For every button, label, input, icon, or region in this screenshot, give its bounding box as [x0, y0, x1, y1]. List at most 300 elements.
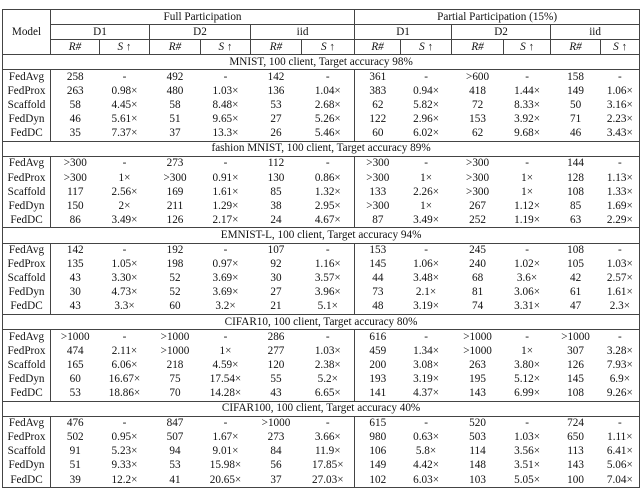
speedup-cell: -: [525, 330, 529, 343]
rounds-cell: 106: [355, 445, 401, 459]
speedup-cell: -: [525, 417, 529, 430]
speedup-cell: 5.82×: [413, 99, 439, 112]
rounds-cell: 75: [169, 372, 181, 385]
speedup-cell: 1.19×: [514, 213, 540, 226]
rounds-cell: 135: [66, 258, 84, 271]
table-row: [3, 386, 640, 401]
rounds-cell: 130: [267, 171, 285, 184]
speedup-cell: 1.11×: [607, 431, 633, 444]
rounds-cell: >1000: [261, 417, 291, 430]
rounds-cell: 38: [270, 199, 282, 212]
rounds-cell: 724: [567, 417, 584, 430]
rounds-cell: 169: [166, 185, 184, 198]
table-row: [3, 127, 640, 142]
section-title: EMNIST-L, 100 client, Target accuracy 94%: [3, 228, 640, 243]
table-row: [3, 344, 640, 358]
speedup-cell: -: [122, 70, 127, 83]
rounds-cell: 108: [567, 244, 584, 257]
rounds-cell: 85: [569, 199, 582, 212]
model-name-cell: FedAvg: [3, 243, 51, 258]
speedup-cell: 2.26×: [413, 185, 439, 198]
rounds-cell: 200: [355, 358, 401, 372]
rounds-cell: 476: [66, 417, 84, 430]
rounds-cell: 105: [567, 258, 584, 271]
speedup-cell: 5.46×: [314, 127, 341, 140]
table-row: [3, 156, 640, 171]
speedup-cell: -: [325, 157, 330, 170]
model-name-cell: FedDC: [3, 127, 51, 142]
model-name-cell: FedProx: [3, 344, 51, 358]
speedup-cell: -: [424, 244, 428, 257]
rounds-cell: 149: [567, 85, 584, 98]
table-row: [3, 431, 640, 445]
rounds-cell: 37: [169, 127, 181, 140]
speedup-cell: 1.02×: [514, 258, 540, 271]
model-name-cell: Scaffold: [3, 445, 51, 459]
rounds-cell: 24: [270, 213, 282, 226]
rounds-cell: 240: [469, 258, 486, 271]
speedup-cell: -: [424, 157, 428, 170]
full-iid-rounds-header: R#: [251, 40, 302, 55]
speedup-cell: 3.66×: [314, 431, 341, 444]
speedup-cell: 2.23×: [606, 113, 633, 126]
model-name-cell: FedDyn: [3, 459, 51, 473]
speedup-cell: 1×: [420, 199, 433, 212]
rounds-cell: 198: [166, 258, 184, 271]
model-name-cell: FedDyn: [3, 286, 51, 300]
speedup-cell: 8.33×: [514, 99, 540, 112]
table-row: [3, 459, 640, 473]
speedup-cell: 1×: [521, 171, 534, 184]
speedup-cell: 3.80×: [514, 358, 540, 371]
speedup-cell: 4.73×: [111, 286, 138, 299]
rounds-cell: 27: [270, 113, 282, 126]
rounds-cell: 112: [267, 157, 285, 170]
rounds-cell: 143: [567, 459, 584, 472]
rounds-cell: 62: [471, 127, 484, 140]
speedup-cell: 1.69×: [606, 199, 633, 212]
table-row: [3, 185, 640, 199]
rounds-cell: 48: [355, 300, 401, 315]
rounds-cell: 68: [471, 272, 484, 285]
full-iid-speedup-header: S ↑: [302, 40, 355, 55]
rounds-cell: 503: [469, 431, 486, 444]
speedup-cell: 4.42×: [413, 459, 439, 472]
speedup-cell: 17.54×: [209, 372, 242, 385]
speedup-cell: 3.6×: [516, 272, 538, 285]
speedup-cell: 3.96×: [314, 286, 341, 299]
rounds-cell: 459: [355, 344, 401, 358]
partial-d2-header: D2: [452, 25, 551, 40]
rounds-cell: 211: [166, 199, 184, 212]
partial-d2-speedup-header: S ↑: [504, 40, 551, 55]
rounds-cell: 108: [567, 386, 584, 399]
speedup-cell: 5.12×: [514, 372, 540, 385]
rounds-cell: 87: [355, 213, 401, 228]
rounds-cell: 30: [270, 272, 282, 285]
rounds-cell: 650: [567, 431, 584, 444]
speedup-cell: -: [525, 157, 529, 170]
rounds-cell: >300: [355, 199, 401, 213]
model-name-cell: FedAvg: [3, 416, 51, 431]
table-row: [3, 473, 640, 488]
rounds-cell: >300: [466, 171, 490, 184]
section-header-row: [3, 314, 640, 329]
speedup-cell: -: [617, 70, 622, 83]
speedup-cell: -: [424, 330, 428, 343]
speedup-cell: 1×: [219, 344, 232, 357]
speedup-cell: -: [325, 417, 330, 430]
rounds-cell: 113: [567, 445, 584, 458]
rounds-cell: 60: [169, 300, 181, 313]
rounds-cell: 492: [166, 70, 184, 83]
full-participation-header: Full Participation: [51, 10, 355, 25]
rounds-cell: >300: [63, 171, 87, 184]
rounds-cell: 148: [469, 459, 486, 472]
rounds-cell: 192: [166, 244, 184, 257]
model-name-cell: FedDC: [3, 300, 51, 315]
speedup-cell: 5.23×: [111, 445, 138, 458]
rounds-cell: 143: [469, 386, 486, 399]
speedup-cell: -: [122, 244, 127, 257]
rounds-cell: 46: [69, 113, 81, 126]
rounds-cell: >1000: [463, 330, 492, 343]
speedup-cell: 1.61×: [606, 286, 633, 299]
table-row: [3, 70, 640, 85]
speedup-cell: 1×: [521, 344, 534, 357]
model-name-cell: FedDyn: [3, 113, 51, 127]
rounds-cell: 100: [567, 473, 584, 486]
rounds-cell: 507: [166, 431, 184, 444]
speedup-cell: 3.43×: [606, 127, 633, 140]
speedup-cell: 1.06×: [606, 85, 633, 98]
rounds-cell: 383: [355, 84, 401, 98]
rounds-cell: 51: [69, 459, 81, 472]
speedup-cell: 2.95×: [314, 199, 341, 212]
rounds-cell: 47: [569, 300, 582, 313]
speedup-cell: 17.85×: [312, 459, 344, 472]
speedup-cell: 3.49×: [413, 213, 439, 226]
rounds-cell: >1000: [561, 330, 590, 343]
rounds-cell: 141: [355, 386, 401, 401]
rounds-cell: 73: [355, 286, 401, 300]
table-row: [3, 445, 640, 459]
rounds-cell: 60: [69, 372, 81, 385]
speedup-cell: -: [617, 330, 622, 343]
rounds-cell: 847: [166, 417, 184, 430]
speedup-cell: 7.93×: [606, 358, 633, 371]
speedup-cell: 20.65×: [209, 473, 242, 486]
rounds-cell: >300: [163, 171, 187, 184]
rounds-cell: 43: [69, 300, 81, 313]
speedup-cell: 5.61×: [111, 113, 138, 126]
speedup-cell: 0.98×: [111, 85, 138, 98]
rounds-cell: 153: [355, 243, 401, 258]
partial-iid-rounds-header: R#: [551, 40, 601, 55]
rounds-cell: >1000: [160, 344, 190, 357]
speedup-cell: 4.37×: [413, 386, 439, 399]
model-name-cell: FedDC: [3, 473, 51, 488]
speedup-cell: 3.3×: [114, 300, 135, 313]
rounds-cell: 286: [267, 330, 285, 343]
model-name-cell: FedProx: [3, 431, 51, 445]
rounds-cell: 307: [567, 344, 584, 357]
model-name-cell: FedAvg: [3, 330, 51, 345]
rounds-cell: 53: [270, 99, 282, 112]
speedup-cell: 2.38×: [314, 358, 341, 371]
speedup-cell: 2×: [118, 199, 131, 212]
rounds-cell: 133: [355, 185, 401, 199]
speedup-cell: 5.8×: [415, 445, 437, 458]
rounds-cell: 81: [471, 286, 484, 299]
rounds-cell: >1000: [463, 344, 492, 357]
speedup-cell: 1.32×: [314, 185, 341, 198]
rounds-cell: 43: [69, 272, 81, 285]
rounds-cell: 30: [69, 286, 81, 299]
rounds-cell: 53: [169, 459, 181, 472]
rounds-cell: 615: [355, 416, 401, 431]
rounds-cell: 980: [355, 431, 401, 445]
rounds-cell: 193: [355, 372, 401, 386]
rounds-cell: 55: [270, 372, 282, 385]
speedup-cell: 5.1×: [317, 300, 338, 313]
speedup-cell: -: [617, 244, 622, 257]
speedup-cell: 5.2×: [317, 372, 338, 385]
rounds-cell: 39: [69, 473, 81, 486]
rounds-cell: 41: [169, 473, 181, 486]
model-name-cell: FedAvg: [3, 70, 51, 85]
rounds-cell: 70: [169, 386, 181, 399]
rounds-cell: >300: [466, 185, 490, 198]
speedup-cell: -: [525, 244, 529, 257]
model-name-cell: FedAvg: [3, 156, 51, 171]
full-d1-speedup-header: S ↑: [100, 40, 150, 55]
rounds-cell: 102: [355, 473, 401, 488]
speedup-cell: 1×: [521, 185, 534, 198]
table-row: [3, 171, 640, 185]
rounds-cell: 63: [569, 213, 582, 226]
section-title: fashion MNIST, 100 client, Target accuracy 89%: [3, 141, 640, 156]
rounds-cell: 107: [267, 244, 285, 257]
rounds-cell: 273: [267, 431, 285, 444]
speedup-cell: 14.28×: [209, 386, 242, 399]
model-name-cell: Scaffold: [3, 185, 51, 199]
rounds-cell: 71: [569, 113, 582, 126]
partial-d2-rounds-header: R#: [452, 40, 504, 55]
speedup-cell: -: [325, 70, 330, 83]
speedup-cell: -: [122, 417, 127, 430]
speedup-cell: -: [223, 417, 228, 430]
model-name-cell: FedDyn: [3, 372, 51, 386]
full-d2-speedup-header: S ↑: [201, 40, 251, 55]
speedup-cell: 3.69×: [212, 286, 239, 299]
speedup-cell: 9.33×: [111, 459, 138, 472]
speedup-cell: 1.29×: [212, 199, 239, 212]
rounds-cell: 108: [567, 185, 584, 198]
rounds-cell: 60: [355, 127, 401, 142]
speedup-cell: 3.49×: [111, 213, 138, 226]
rounds-cell: 117: [67, 185, 84, 198]
speedup-cell: 3.69×: [212, 272, 239, 285]
rounds-cell: 267: [469, 199, 486, 212]
table-row: [3, 258, 640, 272]
section-header-row: [3, 55, 640, 70]
table-header: [3, 10, 640, 55]
rounds-cell: 103: [469, 473, 486, 486]
speedup-cell: 3.28×: [606, 344, 633, 357]
rounds-cell: 252: [469, 213, 486, 226]
speedup-cell: 11.9×: [315, 445, 341, 458]
table-row: [3, 99, 640, 113]
rounds-cell: 142: [267, 70, 285, 83]
rounds-cell: 86: [69, 213, 81, 226]
speedup-cell: 1.03×: [314, 344, 341, 357]
rounds-cell: 92: [270, 258, 282, 271]
rounds-cell: 145: [355, 258, 401, 272]
rounds-cell: 144: [567, 157, 584, 170]
partial-d1-speedup-header: S ↑: [401, 40, 452, 55]
table-row: [3, 272, 640, 286]
rounds-cell: 52: [169, 272, 181, 285]
speedup-cell: -: [223, 157, 228, 170]
rounds-cell: 35: [69, 127, 81, 140]
rounds-cell: 61: [569, 286, 582, 299]
speedup-cell: -: [617, 157, 622, 170]
rounds-cell: 616: [355, 330, 401, 345]
rounds-cell: 53: [69, 386, 81, 399]
rounds-cell: 520: [469, 417, 486, 430]
metric-header-row: [3, 40, 640, 55]
speedup-cell: 3.06×: [514, 286, 540, 299]
rounds-cell: 21: [270, 300, 282, 313]
speedup-cell: 4.45×: [111, 99, 138, 112]
rounds-cell: 46: [569, 127, 582, 140]
rounds-cell: 128: [567, 171, 584, 184]
speedup-cell: 3.51×: [514, 459, 540, 472]
speedup-cell: 2.29×: [606, 213, 633, 226]
model-name-cell: Scaffold: [3, 358, 51, 372]
speedup-cell: -: [617, 417, 622, 430]
rounds-cell: 50: [569, 99, 582, 112]
speedup-cell: 9.26×: [606, 386, 633, 399]
speedup-cell: 3.16×: [606, 99, 633, 112]
rounds-cell: 122: [355, 113, 401, 127]
rounds-cell: 114: [469, 445, 486, 458]
rounds-cell: 158: [567, 70, 584, 83]
rounds-cell: 258: [66, 70, 84, 83]
speedup-cell: 1.04×: [314, 85, 341, 98]
speedup-cell: 9.68×: [514, 127, 540, 140]
full-d1-rounds-header: R#: [51, 40, 100, 55]
rounds-cell: >1000: [60, 330, 90, 343]
rounds-cell: 165: [66, 358, 84, 371]
speedup-cell: 6.03×: [413, 473, 439, 486]
speedup-cell: 3.08×: [413, 358, 439, 371]
table-row: [3, 213, 640, 228]
rounds-cell: 480: [166, 85, 184, 98]
rounds-cell: 42: [569, 272, 582, 285]
rounds-cell: >300: [466, 157, 490, 170]
table-row: [3, 358, 640, 372]
rounds-cell: 37: [270, 473, 282, 486]
partial-iid-speedup-header: S ↑: [601, 40, 640, 55]
speedup-cell: 6.02×: [413, 127, 439, 140]
speedup-cell: 1×: [420, 171, 433, 184]
speedup-cell: 1.13×: [606, 171, 633, 184]
speedup-cell: 1.33×: [606, 185, 633, 198]
speedup-cell: -: [424, 417, 428, 430]
speedup-cell: -: [223, 330, 228, 343]
speedup-cell: 2.56×: [111, 185, 138, 198]
speedup-cell: 1.03×: [212, 85, 239, 98]
rounds-cell: 27: [270, 286, 282, 299]
table-row: [3, 300, 640, 315]
speedup-cell: -: [122, 330, 127, 343]
full-d2-rounds-header: R#: [150, 40, 201, 55]
speedup-cell: 3.57×: [314, 272, 341, 285]
speedup-cell: -: [122, 157, 127, 170]
rounds-cell: 150: [66, 199, 84, 212]
speedup-cell: 1.03×: [514, 431, 540, 444]
speedup-cell: 5.26×: [314, 113, 341, 126]
rounds-cell: 136: [267, 85, 285, 98]
results-table: [2, 9, 640, 488]
rounds-cell: 153: [469, 113, 486, 126]
speedup-cell: -: [525, 70, 529, 83]
speedup-cell: 0.97×: [212, 258, 239, 271]
speedup-cell: 1.67×: [212, 431, 239, 444]
rounds-cell: 56: [270, 459, 282, 472]
model-column-header: Model: [3, 10, 51, 55]
speedup-cell: 5.05×: [514, 473, 540, 486]
speedup-cell: 6.06×: [111, 358, 138, 371]
speedup-cell: 1.03×: [606, 258, 633, 271]
table-row: [3, 330, 640, 345]
speedup-cell: 0.86×: [314, 171, 341, 184]
speedup-cell: 5.06×: [606, 459, 633, 472]
rounds-cell: 277: [267, 344, 285, 357]
speedup-cell: 3.56×: [514, 445, 540, 458]
speedup-cell: 4.59×: [212, 358, 239, 371]
rounds-cell: 85: [270, 185, 282, 198]
section-header-row: [3, 141, 640, 156]
table-row: [3, 372, 640, 386]
rounds-cell: 43: [270, 386, 282, 399]
rounds-cell: 58: [69, 99, 81, 112]
table-body: [3, 55, 640, 488]
speedup-cell: 1.16×: [314, 258, 341, 271]
speedup-cell: 6.99×: [514, 386, 540, 399]
speedup-cell: 9.65×: [212, 113, 239, 126]
partial-iid-header: iid: [551, 25, 640, 40]
rounds-cell: 72: [471, 99, 484, 112]
speedup-cell: 13.3×: [212, 127, 239, 140]
rounds-cell: >300: [63, 157, 87, 170]
speedup-cell: -: [424, 70, 428, 83]
speedup-cell: 27.03×: [312, 473, 344, 486]
rounds-cell: 126: [166, 213, 184, 226]
rounds-cell: 263: [469, 358, 486, 371]
speedup-cell: 2.17×: [212, 213, 239, 226]
rounds-cell: 195: [469, 372, 486, 385]
speedup-cell: -: [325, 330, 330, 343]
speedup-cell: 1×: [118, 171, 131, 184]
rounds-cell: 474: [66, 344, 84, 357]
speedup-cell: 3.30×: [111, 272, 138, 285]
speedup-cell: 2.3×: [609, 300, 630, 313]
rounds-cell: 120: [267, 358, 285, 371]
rounds-cell: 418: [469, 85, 486, 98]
